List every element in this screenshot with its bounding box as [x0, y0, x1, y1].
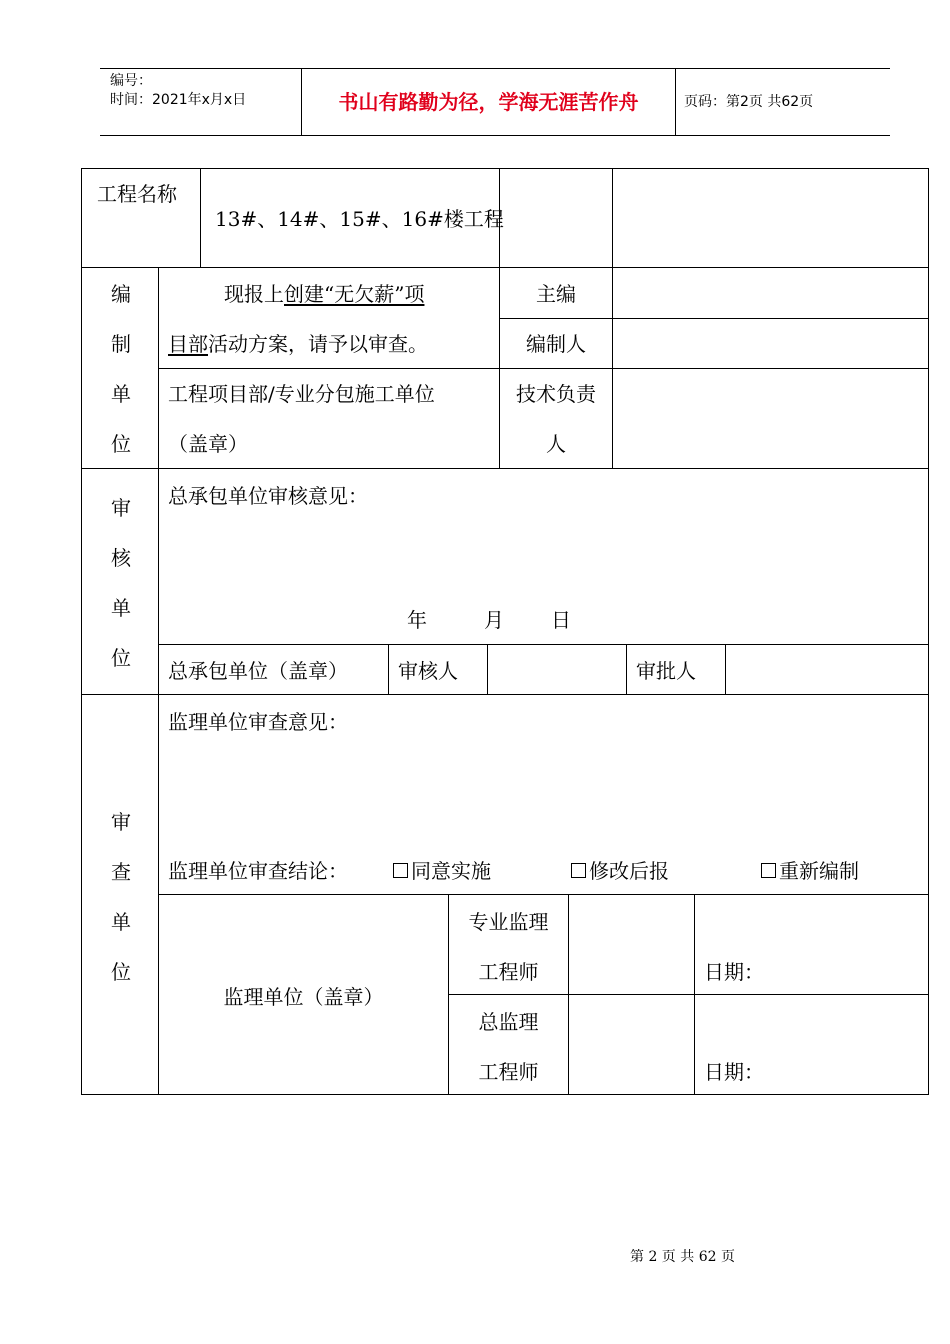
prep-unit-char: 编: [111, 282, 131, 306]
audit-unit-char: 单: [111, 596, 131, 620]
review-unit-char: 位: [111, 960, 131, 984]
grid-line: [626, 644, 627, 695]
audit-opinion-field[interactable]: [160, 512, 928, 602]
report-line-1: [224, 282, 424, 306]
option-modify-checkbox[interactable]: [571, 859, 669, 883]
approver-label: 审批人: [636, 659, 696, 683]
header-top-rule: [100, 68, 890, 69]
option-recompile-label: 重新编制: [779, 859, 859, 883]
tech-lead-label-2: 人: [546, 432, 566, 456]
audit-date-day: 日: [551, 608, 571, 632]
grid-line: [81, 694, 929, 695]
dept-line-2: （盖章）: [168, 432, 248, 456]
page-footer: 第 2 页 共 62 页: [630, 1249, 735, 1265]
review-unit-char: 审: [111, 810, 131, 834]
supervision-conclusion-label: 监理单位审查结论：: [168, 859, 348, 883]
document-number-label: 编号：: [110, 73, 152, 89]
editor-label: 编制人: [526, 332, 586, 356]
specialty-supervisor-field[interactable]: [569, 895, 694, 994]
specialty-supervisor-label-1: 专业监理: [468, 910, 549, 934]
checkbox-icon: [571, 863, 586, 878]
chief-supervisor-label-2: 工程师: [478, 1060, 539, 1084]
specialty-supervisor-label-2: 工程师: [478, 960, 539, 984]
report-line-2: [168, 332, 428, 356]
approver-field[interactable]: [726, 645, 928, 694]
review-unit-char: 查: [111, 860, 131, 884]
table-border-right: [928, 168, 929, 1095]
reviewer-label: 审核人: [398, 659, 458, 683]
header-page-info: 页码：第2页 共62页: [684, 94, 814, 110]
prep-unit-char: 单: [111, 382, 131, 406]
audit-opinion-label: 总承包单位审核意见：: [168, 484, 368, 508]
header-motto: 书山有路勤为径，学海无涯苦作舟: [338, 90, 639, 114]
general-contractor-seal: 总承包单位（盖章）: [168, 659, 348, 683]
grid-line: [81, 468, 929, 469]
tech-lead-field[interactable]: [613, 369, 928, 468]
project-name-extra-cell-2[interactable]: [613, 169, 928, 267]
checkbox-icon: [761, 863, 776, 878]
grid-line: [158, 894, 929, 895]
grid-line: [200, 168, 201, 267]
grid-line: [81, 267, 929, 268]
supervision-opinion-field[interactable]: [160, 740, 928, 840]
reviewer-field[interactable]: [488, 645, 626, 694]
audit-date-year: 年: [407, 608, 427, 632]
audit-unit-char: 核: [111, 546, 131, 570]
option-agree-label: 同意实施: [411, 859, 491, 883]
supervision-opinion-label: 监理单位审查意见：: [168, 710, 348, 734]
chief-editor-label: 主编: [536, 282, 576, 306]
grid-line: [388, 644, 389, 695]
table-border-left: [81, 168, 82, 1095]
date-label-1: 日期：: [704, 960, 764, 984]
table-border-bottom: [81, 1094, 929, 1095]
option-modify-label: 修改后报: [589, 859, 669, 883]
audit-date-month: 月: [484, 608, 504, 632]
date-label-2: 日期：: [704, 1060, 764, 1084]
option-agree-checkbox[interactable]: [393, 859, 491, 883]
editor-field[interactable]: [613, 319, 928, 368]
report-title-part-2: 目部: [168, 332, 208, 356]
checkbox-icon: [393, 863, 408, 878]
review-unit-char: 单: [111, 910, 131, 934]
chief-supervisor-label-1: 总监理: [478, 1010, 539, 1034]
project-name-extra-cell[interactable]: [500, 169, 612, 267]
chief-editor-field[interactable]: [613, 269, 928, 318]
report-title-part-1: 创建“无欠薪”项: [284, 282, 425, 306]
tech-lead-label-1: 技术负责: [516, 382, 596, 406]
project-name-value: 13#、14#、15#、16#楼工程: [215, 207, 504, 231]
prep-unit-char: 制: [111, 332, 131, 356]
report-prefix: 现报上: [224, 282, 284, 306]
audit-unit-char: 审: [111, 496, 131, 520]
document-time-label: 时间：2021年x月x日: [110, 92, 247, 108]
prep-unit-char: 位: [111, 432, 131, 456]
project-name-label: 工程名称: [97, 182, 177, 206]
report-suffix: 活动方案，请予以审查。: [208, 332, 428, 356]
header-bottom-rule: [100, 135, 890, 136]
audit-unit-char: 位: [111, 646, 131, 670]
option-recompile-checkbox[interactable]: [761, 859, 859, 883]
chief-supervisor-field[interactable]: [569, 995, 694, 1094]
dept-line-1: 工程项目部/专业分包施工单位: [168, 382, 435, 406]
supervision-seal: 监理单位（盖章）: [223, 985, 384, 1009]
